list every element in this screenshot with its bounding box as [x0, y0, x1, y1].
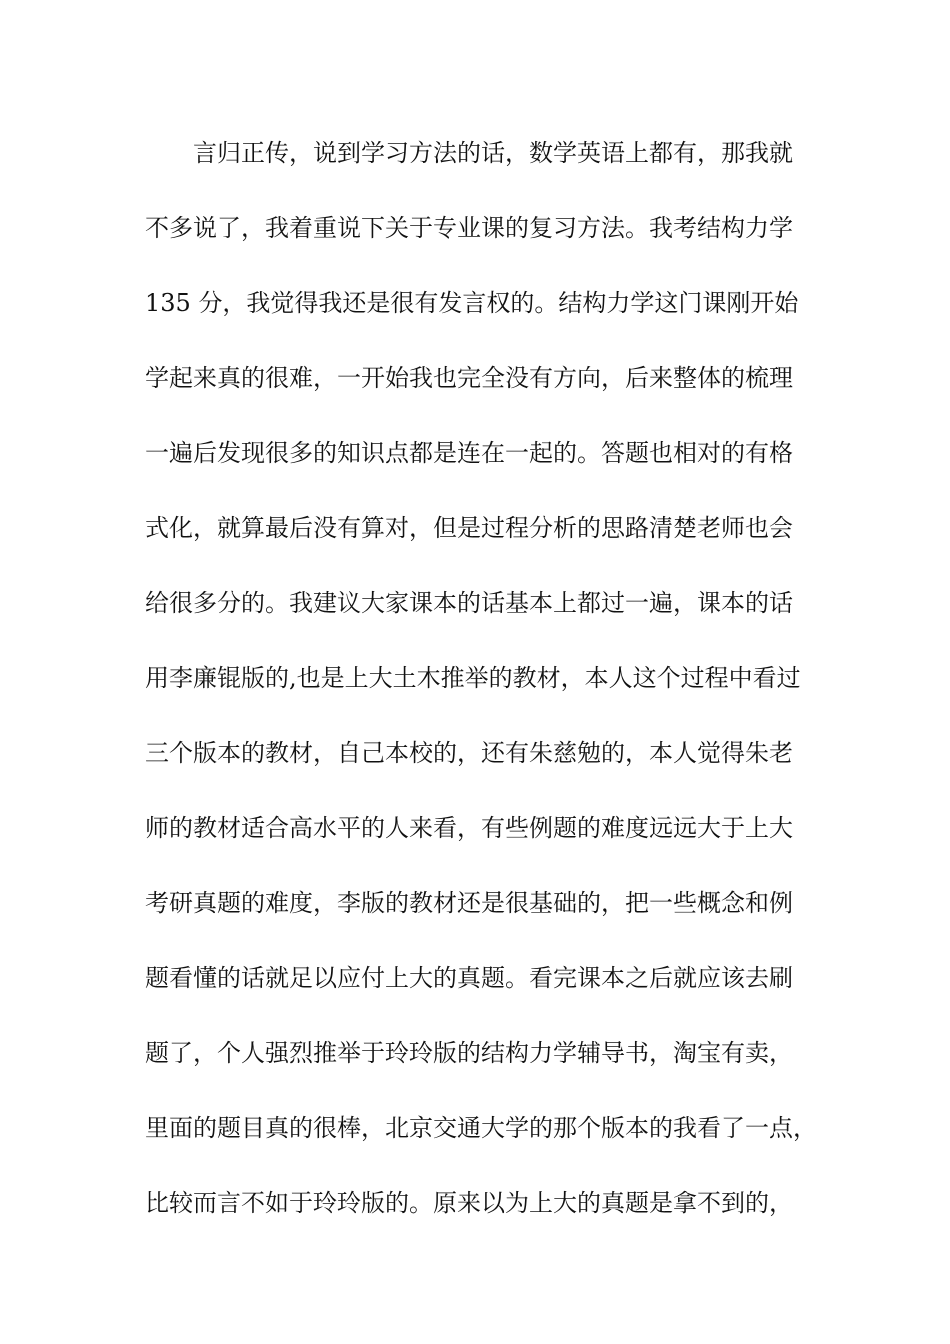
text-line: 式化，就算最后没有算对，但是过程分析的思路清楚老师也会 [145, 514, 793, 542]
text-line: 135 分，我觉得我还是很有发言权的。结构力学这门课刚开始 [145, 289, 799, 317]
text-line: 用李廉锟版的,也是上大土木推举的教材，本人这个过程中看过 [145, 664, 801, 692]
text-line: 学起来真的很难，一开始我也完全没有方向，后来整体的梳理 [145, 364, 793, 392]
text-line: 一遍后发现很多的知识点都是连在一起的。答题也相对的有格 [145, 439, 793, 467]
text-line: 比较而言不如于玲玲版的。原来以为上大的真题是拿不到的， [145, 1189, 793, 1217]
text-line: 三个版本的教材，自己本校的，还有朱慈勉的，本人觉得朱老 [145, 739, 793, 767]
text-line: 师的教材适合高水平的人来看，有些例题的难度远远大于上大 [145, 814, 793, 842]
text-line: 给很多分的。我建议大家课本的话基本上都过一遍，课本的话 [145, 589, 793, 617]
text-line: 题看懂的话就足以应付上大的真题。看完课本之后就应该去刷 [145, 964, 793, 992]
text-line: 考研真题的难度，李版的教材还是很基础的，把一些概念和例 [145, 889, 793, 917]
text-line: 题了，个人强烈推举于玲玲版的结构力学辅导书，淘宝有卖， [145, 1039, 793, 1067]
text-line: 不多说了，我着重说下关于专业课的复习方法。我考结构力学 [145, 214, 793, 242]
text-line: 言归正传，说到学习方法的话，数学英语上都有，那我就 [193, 139, 793, 167]
body-paragraph [145, 133, 825, 1258]
text-line: 里面的题目真的很棒，北京交通大学的那个版本的我看了一点， [145, 1114, 817, 1142]
